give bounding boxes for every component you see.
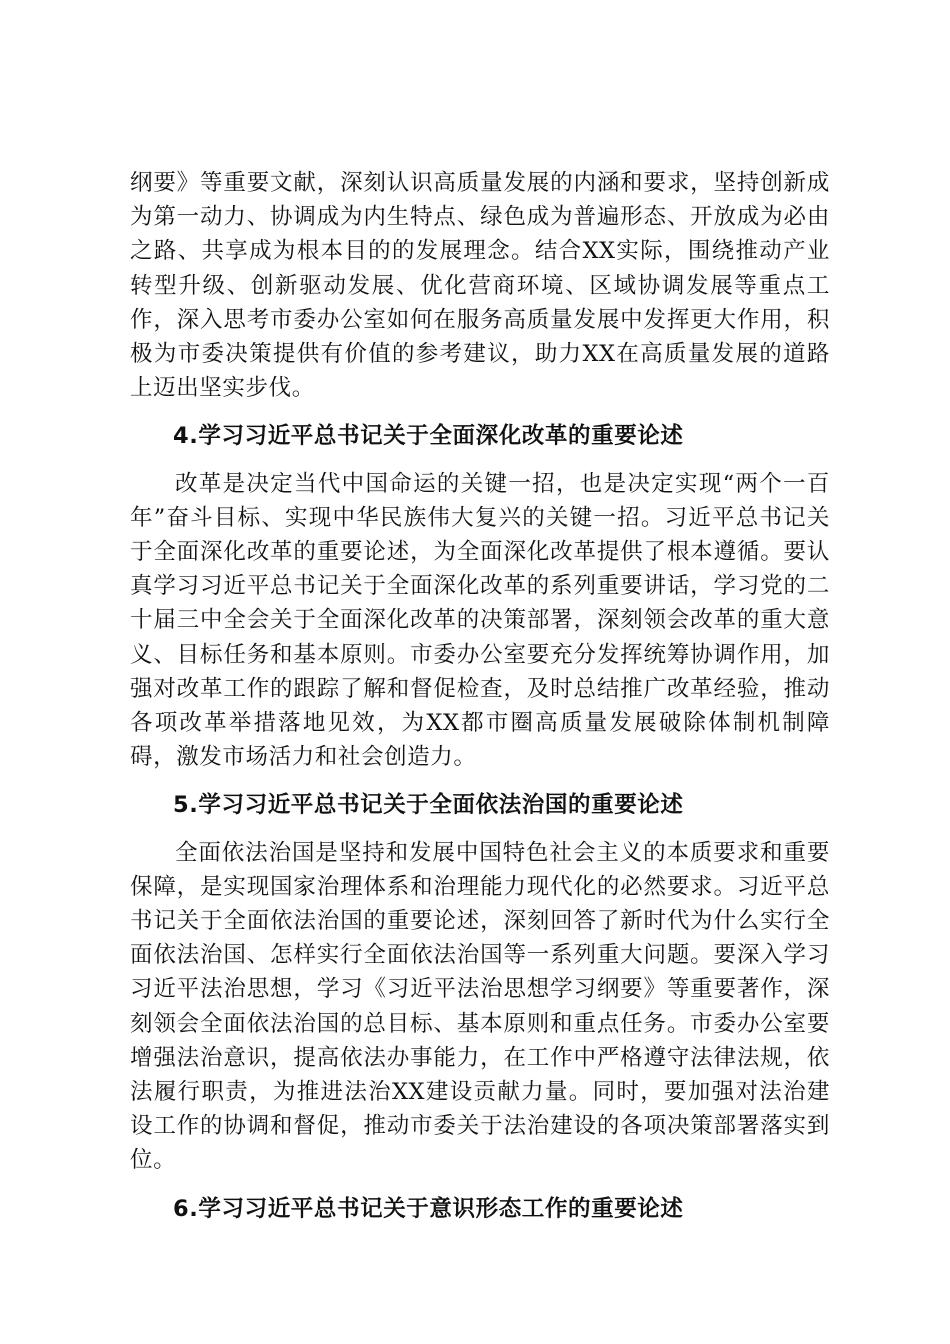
paragraph-rule-of-law: 全面依法治国是坚持和发展中国特色社会主义的本质要求和重要保障，是实现国家治理体系和治理能力现代化的必然要求。习近平总书记关于全面依法治国的重要论述，深刻回答了新时代为什么实行全面依法治国、怎样实行全面依法治国等一系列重大问题。要深入学习习近平法治思想，学习《习近平法治思想学习纲要》等重要著作，深刻领会全面依法治国的总目标、基本原则和重点任务。市委办公室要增强法治意识，提高依法办事能力，在工作中严格遵守法律法规，依法履行职责，为推进法治XX建设贡献力量。同时，要加强对法治建设工作的协调和督促，推动市委关于法治建设的各项决策部署落实到位。: [130, 839, 830, 1174]
document-body: [130, 166, 830, 1226]
section-heading-4: 4.学习习近平总书记关于全面深化改革的重要论述: [173, 423, 684, 450]
paragraph-reform: 改革是决定当代中国命运的关键一招，也是决定实现“两个一百年”奋斗目标、实现中华民族伟大复兴的关键一招。习近平总书记关于全面深化改革的重要论述，为全面深化改革提供了根本遵循。要认真学习习近平总书记关于全面深化改革的系列重要讲话，学习党的二十届三中全会关于全面深化改革的决策部署，深刻领会改革的重大意义、目标任务和基本原则。市委办公室要充分发挥统筹协调作用，加强对改革工作的跟踪了解和督促检查，及时总结推广改革经验，推动各项改革举措落地见效，为XX都市圈高质量发展破除体制机制障碍，激发市场活力和社会创造力。: [130, 470, 830, 771]
section-heading-5: 5.学习习近平总书记关于全面依法治国的重要论述: [173, 792, 684, 819]
section-heading-6: 6.学习习近平总书记关于意识形态工作的重要论述: [173, 1195, 684, 1222]
paragraph-continuation: 纲要》等重要文献，深刻认识高质量发展的内涵和要求，坚持创新成为第一动力、协调成为内生特点、绿色成为普遍形态、开放成为必由之路、共享成为根本目的的发展理念。结合XX实际，围绕推动产业转型升级、创新驱动发展、优化营商环境、区域协调发展等重点工作，深入思考市委办公室如何在服务高质量发展中发挥更大作用，积极为市委决策提供有价值的参考建议，助力XX在高质量发展的道路上迈出坚实步伐。: [130, 170, 830, 402]
